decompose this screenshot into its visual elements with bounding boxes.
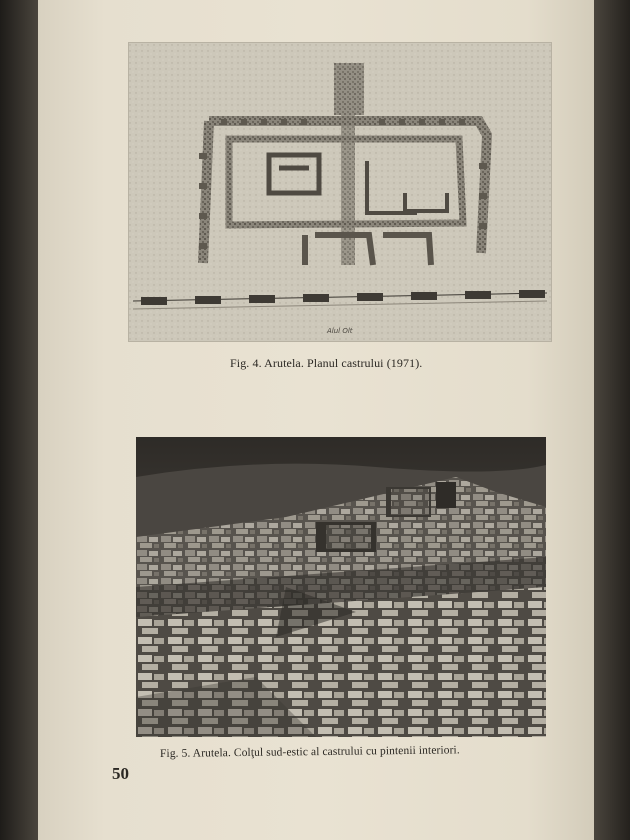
figure-5-caption: Fig. 5. Arutela. Colţul sud-estic al castrului cu pintenii interiori. [159, 744, 460, 760]
figure-4-plan-photo [128, 42, 552, 342]
book-edge-shadow [594, 0, 630, 840]
page-number: 50 [112, 764, 129, 783]
plan-label-text: Alul Olt [327, 327, 353, 335]
book-binding-shadow [0, 0, 38, 840]
figure-4-caption: Fig. 4. Arutela. Planul castrului (1971). [230, 356, 423, 370]
castrum-plan-drawing [129, 43, 551, 341]
ruins-photo-drawing [136, 437, 546, 737]
figure-5-ruins-photo [136, 437, 546, 737]
